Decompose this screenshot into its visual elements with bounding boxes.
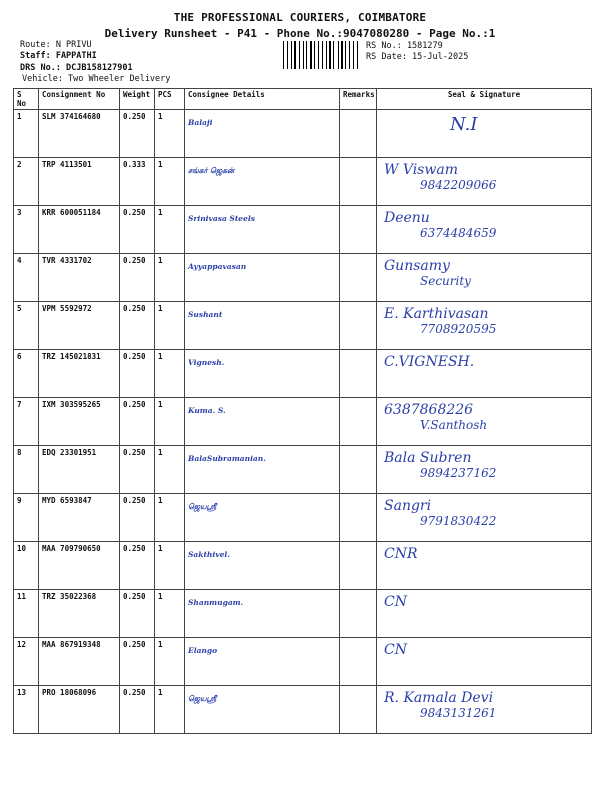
signature-phone: Security xyxy=(420,274,471,288)
col-weight: Weight xyxy=(120,89,155,110)
signature-cell xyxy=(377,110,592,158)
col-signature: Seal & Signature xyxy=(377,89,592,110)
runsheet-table xyxy=(13,88,592,734)
consignment-number: SLM 374164680 xyxy=(39,110,120,158)
pcs-cell: 1 xyxy=(155,638,185,686)
pcs-cell: 1 xyxy=(155,446,185,494)
signature-cell xyxy=(377,350,592,398)
sno-cell: 10 xyxy=(14,542,39,590)
sno-cell: 7 xyxy=(14,398,39,446)
consignment-number: MYD 6593847 xyxy=(39,494,120,542)
sno-cell: 4 xyxy=(14,254,39,302)
pcs-cell: 1 xyxy=(155,494,185,542)
col-sno: S No xyxy=(14,89,39,110)
signature-name: Deenu xyxy=(384,210,430,226)
pcs-cell: 1 xyxy=(155,302,185,350)
weight-cell: 0.250 xyxy=(120,254,155,302)
consignment-number: EDQ 23301951 xyxy=(39,446,120,494)
consignment-number: VPM 5592972 xyxy=(39,302,120,350)
signature-phone: 7708920595 xyxy=(420,322,497,336)
consignee-handwriting: Balaji xyxy=(185,110,340,158)
table-row xyxy=(14,398,592,446)
consignee-handwriting: Sushant xyxy=(185,302,340,350)
signature-phone: 6374484659 xyxy=(420,226,497,240)
signature-phone: 9791830422 xyxy=(420,514,497,528)
pcs-cell: 1 xyxy=(155,350,185,398)
consignee-handwriting: Elango xyxy=(185,638,340,686)
signature-cell xyxy=(377,686,592,734)
signature-name: C.VIGNESH. xyxy=(384,354,475,370)
consignment-number: TRZ 35022368 xyxy=(39,590,120,638)
signature-cell xyxy=(377,446,592,494)
drs-number: DRS No.: DCJB158127901 xyxy=(20,63,133,73)
consignment-number: TRZ 145021831 xyxy=(39,350,120,398)
weight-cell: 0.250 xyxy=(120,110,155,158)
signature-cell xyxy=(377,158,592,206)
vehicle-label: Vehicle: Two Wheeler Delivery xyxy=(22,74,171,84)
weight-cell: 0.250 xyxy=(120,638,155,686)
remarks-cell xyxy=(340,254,377,302)
pcs-cell: 1 xyxy=(155,398,185,446)
signature-cell xyxy=(377,590,592,638)
seal-mark: N.I xyxy=(450,114,478,135)
signature-name: CNR xyxy=(384,546,418,562)
sno-cell: 12 xyxy=(14,638,39,686)
weight-cell: 0.250 xyxy=(120,302,155,350)
consignee-handwriting: ஜெயஸ்ரீ xyxy=(185,686,340,734)
signature-cell xyxy=(377,638,592,686)
weight-cell: 0.250 xyxy=(120,206,155,254)
weight-cell: 0.250 xyxy=(120,350,155,398)
consignee-handwriting: BalaSubramanian. xyxy=(185,446,340,494)
consignee-handwriting: Shanmugam. xyxy=(185,590,340,638)
consignee-handwriting: Ayyappavasan xyxy=(185,254,340,302)
rs-date: RS Date: 15-Jul-2025 xyxy=(366,52,469,62)
col-remarks: Remarks xyxy=(340,89,377,110)
signature-phone: 9842209066 xyxy=(420,178,497,192)
table-row xyxy=(14,110,592,158)
col-consignee: Consignee Details xyxy=(185,89,340,110)
remarks-cell xyxy=(340,446,377,494)
sno-cell: 5 xyxy=(14,302,39,350)
consignment-number: MAA 867919348 xyxy=(39,638,120,686)
table-row xyxy=(14,206,592,254)
rs-number: RS No.: 1581279 xyxy=(366,41,443,51)
runsheet-subtitle: Delivery Runsheet - P41 - Phone No.:9047080280 - Page No.:1 xyxy=(104,27,496,40)
remarks-cell xyxy=(340,542,377,590)
weight-cell: 0.333 xyxy=(120,158,155,206)
pcs-cell: 1 xyxy=(155,110,185,158)
signature-cell xyxy=(377,494,592,542)
table-row xyxy=(14,494,592,542)
signature-cell xyxy=(377,398,592,446)
col-consignment: Consignment No xyxy=(39,89,120,110)
signature-name: CN xyxy=(384,594,407,610)
pcs-cell: 1 xyxy=(155,158,185,206)
sno-cell: 3 xyxy=(14,206,39,254)
signature-name: CN xyxy=(384,642,407,658)
signature-name: Bala Subren xyxy=(384,450,472,466)
consignment-number: KRR 600051184 xyxy=(39,206,120,254)
table-row xyxy=(14,302,592,350)
weight-cell: 0.250 xyxy=(120,686,155,734)
pcs-cell: 1 xyxy=(155,254,185,302)
signature-cell xyxy=(377,542,592,590)
sno-cell: 9 xyxy=(14,494,39,542)
consignee-handwriting: ஜெயஸ்ரீ xyxy=(185,494,340,542)
consignee-handwriting: சங்கர் ஜெகன் xyxy=(185,158,340,206)
consignment-number: TRP 4113501 xyxy=(39,158,120,206)
remarks-cell xyxy=(340,590,377,638)
consignment-number: TVR 4331702 xyxy=(39,254,120,302)
remarks-cell xyxy=(340,398,377,446)
consignment-number: IXM 303595265 xyxy=(39,398,120,446)
consignee-handwriting: Vignesh. xyxy=(185,350,340,398)
signature-name: W Viswam xyxy=(384,162,458,178)
signature-name: Sangri xyxy=(384,498,432,514)
signature-cell xyxy=(377,254,592,302)
col-pcs: PCS xyxy=(155,89,185,110)
sno-cell: 8 xyxy=(14,446,39,494)
table-row xyxy=(14,350,592,398)
pcs-cell: 1 xyxy=(155,590,185,638)
consignment-number: PRO 18068096 xyxy=(39,686,120,734)
staff-label: Staff: FAPPATHI xyxy=(20,51,97,61)
consignment-number: MAA 709790650 xyxy=(39,542,120,590)
weight-cell: 0.250 xyxy=(120,446,155,494)
table-row xyxy=(14,254,592,302)
weight-cell: 0.250 xyxy=(120,398,155,446)
table-row xyxy=(14,158,592,206)
signature-name: 6387868226 xyxy=(384,402,474,418)
signature-name: E. Karthivasan xyxy=(384,306,489,322)
weight-cell: 0.250 xyxy=(120,494,155,542)
consignee-handwriting: Sakthivel. xyxy=(185,542,340,590)
signature-phone: V.Santhosh xyxy=(420,418,488,432)
signature-cell xyxy=(377,206,592,254)
pcs-cell: 1 xyxy=(155,542,185,590)
signature-phone: 9843131261 xyxy=(420,706,497,720)
consignee-handwriting: Srinivasa Steels xyxy=(185,206,340,254)
consignee-handwriting: Kuma. S. xyxy=(185,398,340,446)
signature-name: Gunsamy xyxy=(384,258,450,274)
weight-cell: 0.250 xyxy=(120,590,155,638)
remarks-cell xyxy=(340,158,377,206)
remarks-cell xyxy=(340,686,377,734)
pcs-cell: 1 xyxy=(155,206,185,254)
signature-cell xyxy=(377,302,592,350)
sno-cell: 11 xyxy=(14,590,39,638)
sno-cell: 2 xyxy=(14,158,39,206)
remarks-cell xyxy=(340,206,377,254)
remarks-cell xyxy=(340,110,377,158)
table-row xyxy=(14,686,592,734)
weight-cell: 0.250 xyxy=(120,542,155,590)
remarks-cell xyxy=(340,494,377,542)
sno-cell: 6 xyxy=(14,350,39,398)
barcode-image xyxy=(283,41,360,69)
pcs-cell: 1 xyxy=(155,686,185,734)
table-row xyxy=(14,638,592,686)
remarks-cell xyxy=(340,302,377,350)
sno-cell: 1 xyxy=(14,110,39,158)
company-title: THE PROFESSIONAL COURIERS, COIMBATORE xyxy=(173,11,427,24)
signature-name: R. Kamala Devi xyxy=(384,690,494,706)
table-row xyxy=(14,446,592,494)
table-header-row xyxy=(14,89,592,110)
remarks-cell xyxy=(340,638,377,686)
table-row xyxy=(14,590,592,638)
route-label: Route: N PRIVU xyxy=(20,40,92,50)
signature-phone: 9894237162 xyxy=(420,466,497,480)
sno-cell: 13 xyxy=(14,686,39,734)
table-row xyxy=(14,542,592,590)
remarks-cell xyxy=(340,350,377,398)
